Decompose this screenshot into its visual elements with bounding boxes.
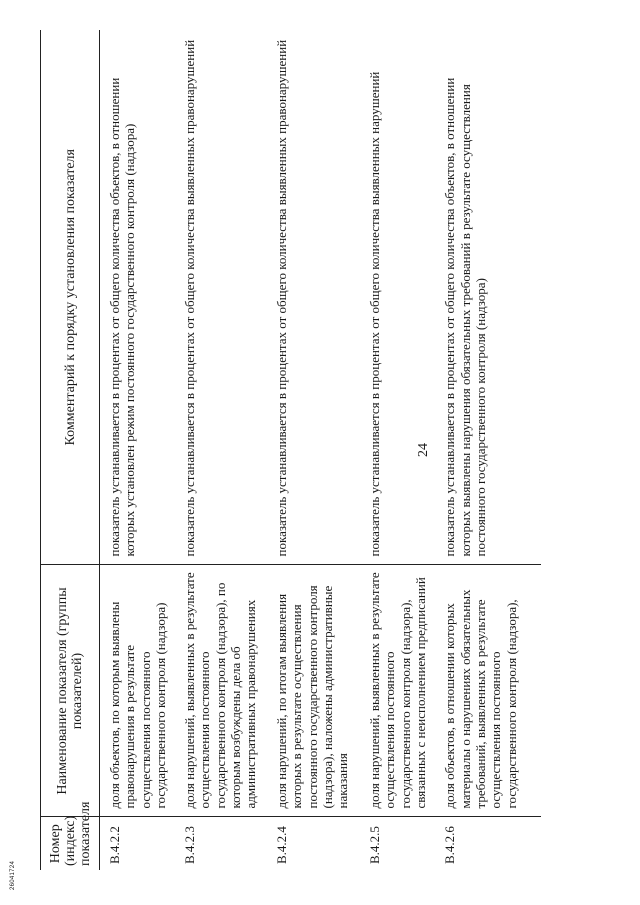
row-name: доля объектов, по которым выявлены правонарушения в результате осуществления постоянного государственного контроля (надзора) (100, 565, 176, 817)
table-row (100, 30, 176, 870)
row-number: B.4.2.6 (442, 826, 458, 864)
page-number: 24 (416, 443, 431, 457)
row-number: B.4.2.4 (274, 826, 290, 864)
header-number: Номер (индекс) показателя (41, 817, 100, 870)
table-row (435, 30, 541, 870)
rotated-page (40, 30, 600, 870)
header-name: Наименование показателя (группы показателей) (41, 565, 100, 817)
row-name: доля нарушений, по итогам выявления которых в результате осуществления постоянного государственного контроля (надзора), наложены административные наказания (267, 565, 360, 817)
table-header-row (41, 30, 100, 870)
row-comment: показатель устанавливается в процентах от общего количества выявленных нарушений (360, 30, 435, 565)
row-comment: показатель устанавливается в процентах от общего количества объектов, в отношении которых выявлены нарушения обязательных требований в результате осуществления постоянного государственного контроля (надзора) (435, 30, 541, 565)
row-number: B.4.2.3 (182, 826, 198, 864)
row-number: B.4.2.2 (107, 826, 122, 864)
row-comment: показатель устанавливается в процентах от общего количества выявленных правонарушений (175, 30, 267, 565)
table-row (175, 30, 267, 870)
row-name: доля объектов, в отношении которых материалы о нарушениях обязательных требований, выявленных в результате осуществления постоянного государственного контроля (надзора), (435, 565, 541, 817)
row-comment: показатель устанавливается в процентах от общего количества выявленных правонарушений (267, 30, 360, 565)
table-row (267, 30, 360, 870)
indicators-table (40, 30, 541, 870)
row-comment: показатель устанавливается в процентах от общего количества объектов, в отношении которых установлен режим постоянного государственного контроля (надзора) (100, 30, 176, 565)
row-name: доля нарушений, выявленных в результате осуществления постоянного государственного контроля (надзора), по которым возбуждены дела об административных правонарушениях (175, 565, 267, 817)
row-name: доля нарушений, выявленных в результате осуществления постоянного государственного контроля (надзора), связанных с неисполнением предписаний (360, 565, 435, 817)
header-comment: Комментарий к порядку установления показателя (41, 30, 100, 565)
row-number: B.4.2.5 (367, 826, 383, 864)
document-code: 26041724 (10, 860, 16, 890)
